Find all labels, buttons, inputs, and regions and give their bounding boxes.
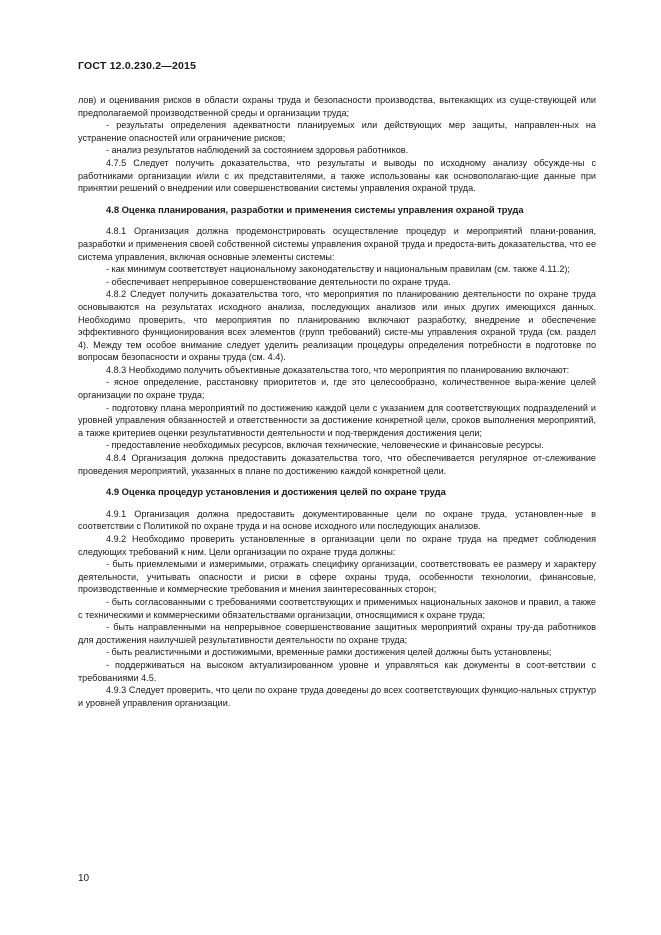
paragraph: 4.8.1 Организация должна продемонстрировать осуществление процедур и мероприятий плани-рования, разработки и применения своей собственной системы управления охраной труда и предоста-вить доказательства, что ее система управления, включая основные элементы системы: <box>78 226 596 262</box>
paragraph: - предоставление необходимых ресурсов, включая технические, человеческие и финансовые ресурсы. <box>106 440 544 451</box>
paragraph: - поддерживаться на высоком актуализированном уровне и управляться как документы в соот-ветствии с требованиями 4.5. <box>78 659 596 683</box>
paragraph: - быть направленными на непрерывное совершенствование защитных мероприятий охраны тру-да работников для достижения наилучшей результативности деятельности по охране труда; <box>78 622 596 645</box>
paragraph: 4.8.3 Необходимо получить объективные доказательства того, что мероприятия по планированию включают: <box>106 364 570 375</box>
document-body <box>78 94 596 709</box>
paragraph: - результаты определения адекватности планируемых или действующих мер защиты, направлен-ных на устранение опасностей или ограничение рисков; <box>78 120 596 143</box>
paragraph: - анализ результатов наблюдений за состоянием здоровья работников. <box>106 145 409 156</box>
paragraph: 4.9.2 Необходимо проверить установленные в организации цели по охране труда на предмет соблюдения следующих требований к ним. Цели организации по охране труда должны: <box>78 534 596 557</box>
paragraph: 4.7.5 Следует получить доказательства, что результаты и выводы по исходному анализу обсужде-ны с работниками организации и/или с их представителями, а также использованы как основополагаю-щие данные при принятии решений о внедрении или совершенствовании системы управления охраной труда. <box>78 157 596 194</box>
section-heading: 4.8 Оценка планирования, разработки и применения системы управления охраной труда <box>106 203 524 215</box>
paragraph: 4.9.1 Организация должна предоставить документированные цели по охране труда, установлен-ные в соответствии с Политикой по охране труда и на основе исходного или последующих анализов. <box>78 508 596 532</box>
paragraph: 4.8.4 Организация должна предоставить доказательства того, что обеспечивается регулярное от-слеживание проведения мероприятий, указанных в плане по достижению каждой конкретной цели. <box>78 453 596 476</box>
paragraph: - быть приемлемыми и измеримыми, отражать специфику организации, соответствовать ее размеру и характеру деятельности, учитывать опасности и риски в сфере охраны труда, особенности технологии, финансовые, производственные и коммерческие требования и мнения заинтересованных сторон; <box>78 559 596 595</box>
paragraph: 4.8.2 Следует получить доказательства того, что мероприятия по планированию деятельности по охране труда основываются на результатах исходного анализа, последующих анализов или иных других имеющихся данных. Необходимо проверить, что мероприятия по планированию включают разработку, внедрение и обеспечение эффективного функционирования всех элементов (групп требований) систе-мы управления охраной труда (см. раздел 4). Между тем особое внимание следует уделить реализации процедуры определения потребности в подготовке по вопросам безопасности и охраны труда (см. 4.4). <box>78 289 596 363</box>
page-number: 10 <box>78 873 90 884</box>
paragraph: - подготовку плана мероприятий по достижению каждой цели с указанием для соответствующих подразделений и уровней управления обязанностей и ответственности за достижение конкретной цели, сроков выполнения мероприятий, а также критериев оценки результативности деятельности и под-тверждения достижения цели; <box>78 402 596 438</box>
paragraph: - быть согласованными с требованиями соответствующих и применимых национальных законов и правил, а также с техническими и коммерческими обязательствами организации, относящимися к охране труда; <box>78 596 596 620</box>
paragraph: лов) и оценивания рисков в области охраны труда и безопасности производства, вытекающих из суще-ствующей или предполагаемой производственной среды и организации труда; <box>78 95 596 118</box>
standard-header: ГОСТ 12.0.230.2—2015 <box>78 60 197 72</box>
paragraph: - ясное определение, расстановку приоритетов и, где это целесообразно, количественное выра-жение целей организации по охране труда; <box>78 377 596 401</box>
paragraph: 4.9.3 Следует проверить, что цели по охране труда доведены до всех соответствующих функцио-нальных структур и уровней управления организации. <box>78 685 596 708</box>
paragraph: - как минимум соответствует национальному законодательству и национальным правилам (см. также 4.11.2); <box>106 264 570 275</box>
paragraph: - обеспечивает непрерывное совершенствование деятельности по охране труда. <box>106 276 451 287</box>
section-heading: 4.9 Оценка процедур установления и достижения целей по охране труда <box>106 486 446 498</box>
paragraph: - быть реалистичными и достижимыми, временные рамки достижения целей должны быть установлены; <box>106 647 552 658</box>
